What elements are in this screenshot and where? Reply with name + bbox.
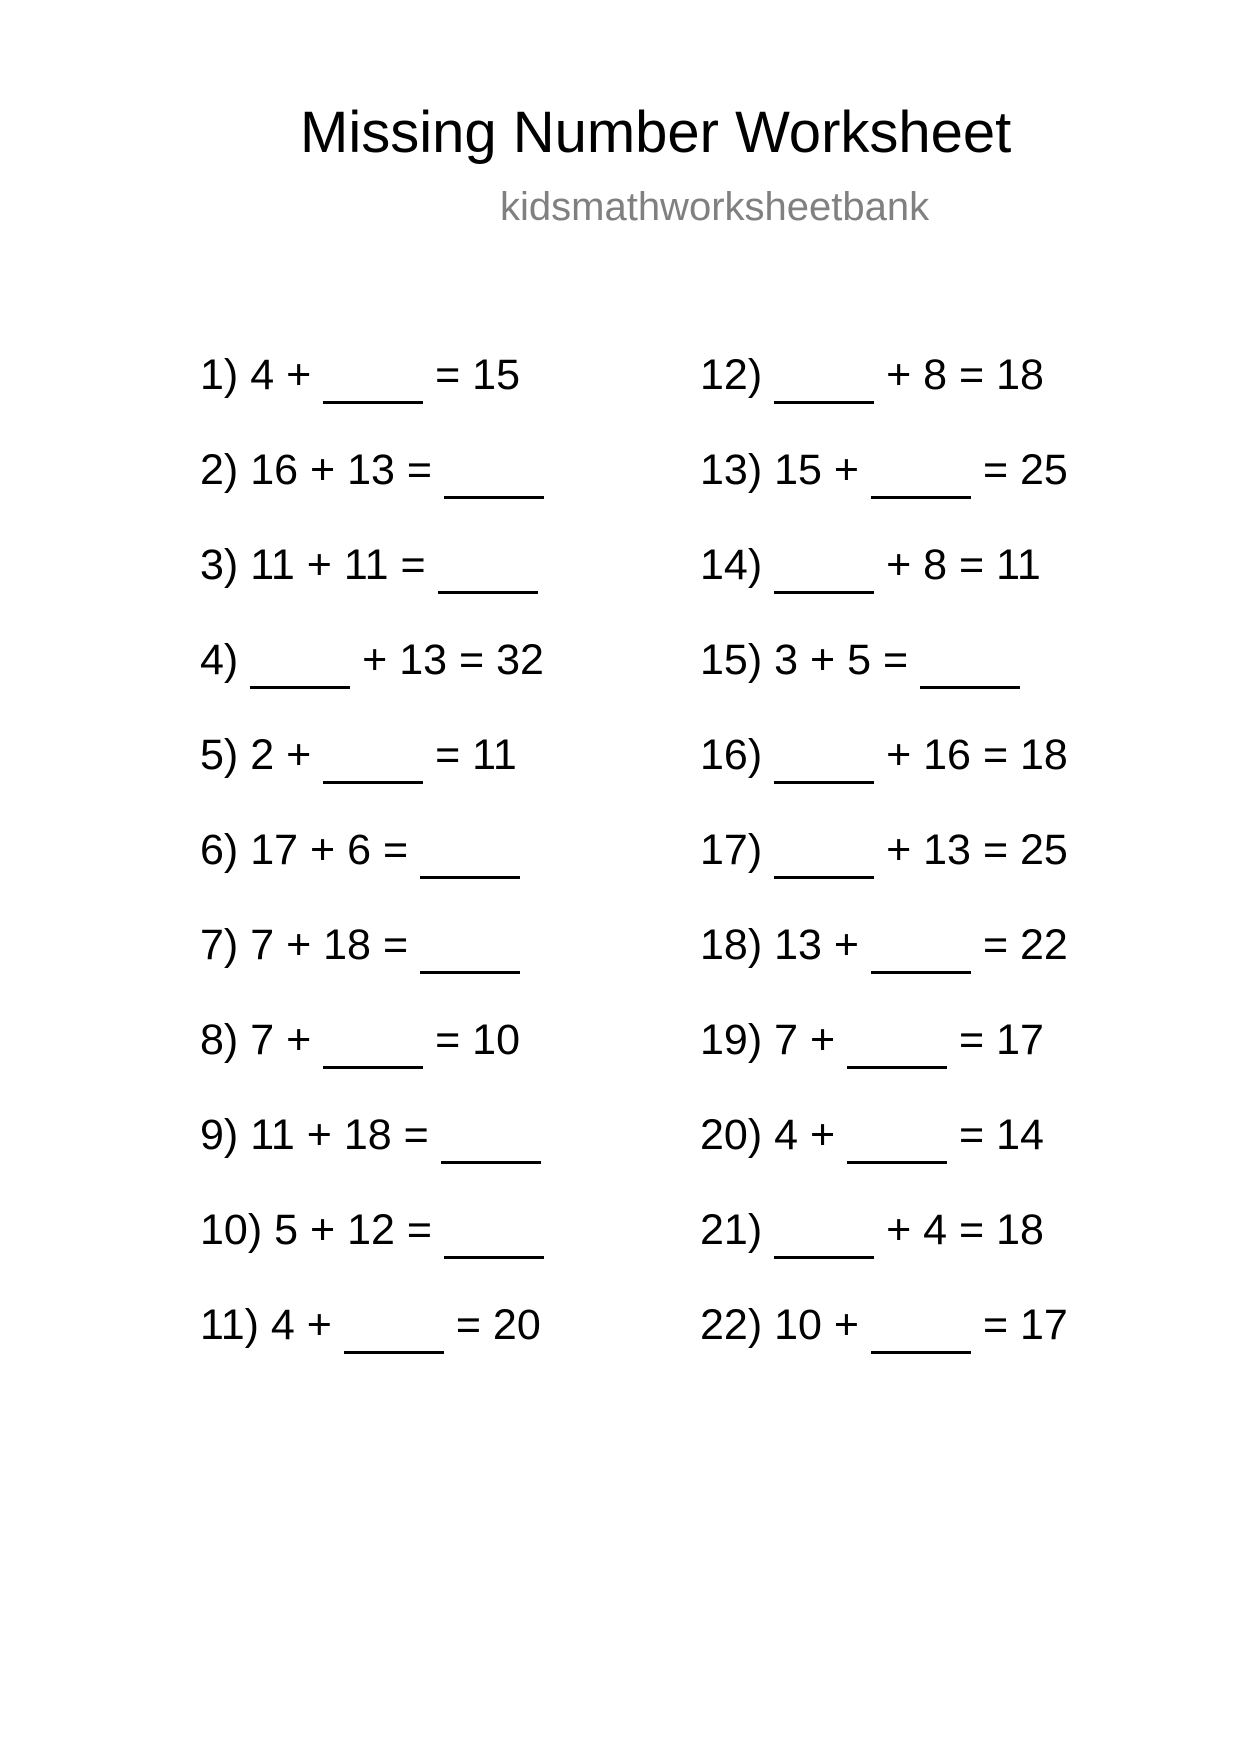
equals-sign: = xyxy=(982,1301,1009,1349)
answer-blank-input[interactable] xyxy=(323,351,423,404)
problem-number: 12) xyxy=(700,351,763,399)
answer-blank-input[interactable] xyxy=(323,731,423,784)
problem-item xyxy=(200,725,544,820)
operand-b: 18 xyxy=(343,1111,392,1159)
operand-b: 13 xyxy=(923,826,971,874)
equals-sign: = xyxy=(435,1016,461,1064)
equals-sign: = xyxy=(435,351,461,399)
operand-a: 5 xyxy=(274,1206,299,1254)
plus-sign: + xyxy=(309,446,336,494)
operand-a: 4 xyxy=(270,1301,295,1349)
operand-a: 7 xyxy=(774,1016,799,1064)
plus-sign: + xyxy=(809,1016,836,1064)
problem-number: 5) xyxy=(200,731,239,779)
equals-sign: = xyxy=(959,541,985,589)
answer-blank-input[interactable] xyxy=(847,1111,947,1164)
plus-sign: + xyxy=(809,636,836,684)
problem-number: 15) xyxy=(700,636,763,684)
plus-sign: + xyxy=(362,636,388,684)
operand-b: 12 xyxy=(347,1206,395,1254)
equals-sign: = xyxy=(382,921,409,969)
equals-sign: = xyxy=(406,446,432,494)
answer-blank-input[interactable] xyxy=(444,1206,544,1259)
operand-a: 4 xyxy=(774,1111,799,1159)
problem-item xyxy=(200,1295,544,1390)
answer-blank-input[interactable] xyxy=(920,636,1020,689)
problem-item xyxy=(200,820,544,915)
problem-number: 9) xyxy=(200,1111,239,1159)
operand-a: 13 xyxy=(774,921,822,969)
problem-number: 2) xyxy=(200,446,239,494)
answer-blank-input[interactable] xyxy=(774,351,874,404)
plus-sign: + xyxy=(286,1016,312,1064)
equals-sign: = xyxy=(435,731,461,779)
operand-a: 4 xyxy=(250,351,275,399)
problem-item xyxy=(700,1295,1068,1390)
problem-number: 7) xyxy=(200,921,239,969)
operand-b: 16 xyxy=(923,731,971,779)
equals-sign: = xyxy=(959,1016,985,1064)
operand-b: 13 xyxy=(399,636,448,684)
operand-a: 7 xyxy=(250,921,275,969)
equals-sign: = xyxy=(455,1301,481,1349)
result-value: 20 xyxy=(492,1301,541,1349)
operand-b: 8 xyxy=(923,351,948,399)
answer-blank-input[interactable] xyxy=(871,1301,971,1354)
plus-sign: + xyxy=(886,826,912,874)
problem-item xyxy=(700,535,1068,630)
problem-number: 13) xyxy=(700,446,763,494)
operand-b: 13 xyxy=(347,446,395,494)
result-value: 10 xyxy=(472,1016,521,1064)
problem-item xyxy=(200,630,544,725)
equals-sign: = xyxy=(982,731,1009,779)
answer-blank-input[interactable] xyxy=(774,541,874,594)
answer-blank-input[interactable] xyxy=(420,826,520,879)
plus-sign: + xyxy=(306,1301,332,1349)
problem-number: 19) xyxy=(700,1016,763,1064)
plus-sign: + xyxy=(833,1301,860,1349)
plus-sign: + xyxy=(309,826,336,874)
equals-sign: = xyxy=(959,351,985,399)
problem-item xyxy=(700,915,1068,1010)
problem-item xyxy=(700,820,1068,915)
answer-blank-input[interactable] xyxy=(250,636,350,689)
result-value: 17 xyxy=(1020,1301,1068,1349)
equals-sign: = xyxy=(403,1111,429,1159)
problems-column-left xyxy=(200,345,544,1390)
plus-sign: + xyxy=(886,731,912,779)
operand-a: 11 xyxy=(250,541,295,589)
operand-b: 4 xyxy=(923,1206,948,1254)
problem-item xyxy=(700,1105,1068,1200)
equals-sign: = xyxy=(982,446,1009,494)
problem-number: 3) xyxy=(200,541,239,589)
problem-item xyxy=(200,440,544,535)
operand-b: 18 xyxy=(323,921,371,969)
problem-item xyxy=(700,1200,1068,1295)
operand-a: 17 xyxy=(250,826,299,874)
answer-blank-input[interactable] xyxy=(774,731,874,784)
operand-b: 5 xyxy=(847,636,871,684)
operand-b: 11 xyxy=(343,541,389,589)
result-value: 17 xyxy=(996,1016,1044,1064)
plus-sign: + xyxy=(809,1111,836,1159)
result-value: 15 xyxy=(472,351,521,399)
answer-blank-input[interactable] xyxy=(344,1301,444,1354)
result-value: 25 xyxy=(1020,826,1068,874)
equals-sign: = xyxy=(382,826,409,874)
operand-b: 6 xyxy=(347,826,371,874)
answer-blank-input[interactable] xyxy=(420,921,520,974)
problem-item xyxy=(200,535,544,630)
result-value: 11 xyxy=(472,731,517,779)
result-value: 18 xyxy=(1020,731,1068,779)
operand-b: 8 xyxy=(923,541,948,589)
problem-number: 14) xyxy=(700,541,763,589)
problem-item xyxy=(200,915,544,1010)
operand-a: 11 xyxy=(250,1111,295,1159)
plus-sign: + xyxy=(286,921,312,969)
problem-number: 11) xyxy=(200,1301,259,1349)
plus-sign: + xyxy=(309,1206,336,1254)
result-value: 25 xyxy=(1020,446,1068,494)
page-title: Missing Number Worksheet xyxy=(300,100,1012,165)
problem-number: 18) xyxy=(700,921,763,969)
problem-item xyxy=(200,1010,544,1105)
equals-sign: = xyxy=(959,1111,985,1159)
result-value: 18 xyxy=(996,351,1044,399)
problem-number: 20) xyxy=(700,1111,763,1159)
problem-number: 22) xyxy=(700,1301,763,1349)
problems-column-right xyxy=(700,345,1068,1390)
equals-sign: = xyxy=(959,1206,985,1254)
operand-a: 10 xyxy=(774,1301,822,1349)
answer-blank-input[interactable] xyxy=(871,921,971,974)
problem-number: 21) xyxy=(700,1206,763,1254)
plus-sign: + xyxy=(833,921,860,969)
operand-a: 2 xyxy=(250,731,275,779)
result-value: 32 xyxy=(496,636,544,684)
plus-sign: + xyxy=(886,351,912,399)
result-value: 22 xyxy=(1020,921,1068,969)
answer-blank-input[interactable] xyxy=(444,446,544,499)
plus-sign: + xyxy=(833,446,860,494)
operand-a: 15 xyxy=(774,446,822,494)
result-value: 18 xyxy=(996,1206,1044,1254)
result-value: 14 xyxy=(996,1111,1044,1159)
answer-blank-input[interactable] xyxy=(774,1206,874,1259)
plus-sign: + xyxy=(306,541,332,589)
problem-item xyxy=(700,440,1068,535)
problem-item xyxy=(200,1105,544,1200)
operand-a: 7 xyxy=(250,1016,275,1064)
problem-item xyxy=(700,1010,1068,1105)
problem-number: 17) xyxy=(700,826,763,874)
problem-item xyxy=(700,345,1068,440)
answer-blank-input[interactable] xyxy=(871,446,971,499)
answer-blank-input[interactable] xyxy=(438,541,538,594)
problem-number: 1) xyxy=(200,351,239,399)
problem-item xyxy=(200,1200,544,1295)
equals-sign: = xyxy=(459,636,485,684)
plus-sign: + xyxy=(886,541,912,589)
problem-number: 10) xyxy=(200,1206,263,1254)
answer-blank-input[interactable] xyxy=(323,1016,423,1069)
plus-sign: + xyxy=(286,351,312,399)
equals-sign: = xyxy=(982,826,1009,874)
equals-sign: = xyxy=(882,636,909,684)
problem-number: 8) xyxy=(200,1016,239,1064)
result-value: 11 xyxy=(996,541,1041,589)
equals-sign: = xyxy=(400,541,426,589)
answer-blank-input[interactable] xyxy=(847,1016,947,1069)
plus-sign: + xyxy=(286,731,312,779)
problem-number: 16) xyxy=(700,731,763,779)
operand-a: 16 xyxy=(250,446,299,494)
answer-blank-input[interactable] xyxy=(441,1111,541,1164)
problem-item xyxy=(700,630,1068,725)
equals-sign: = xyxy=(406,1206,432,1254)
answer-blank-input[interactable] xyxy=(774,826,874,879)
plus-sign: + xyxy=(306,1111,332,1159)
problem-number: 6) xyxy=(200,826,239,874)
problem-number: 4) xyxy=(200,636,239,684)
problem-item xyxy=(200,345,544,440)
equals-sign: = xyxy=(982,921,1009,969)
operand-a: 3 xyxy=(774,636,799,684)
plus-sign: + xyxy=(886,1206,912,1254)
site-credit: kidsmathworksheetbank xyxy=(500,185,930,229)
problem-item xyxy=(700,725,1068,820)
